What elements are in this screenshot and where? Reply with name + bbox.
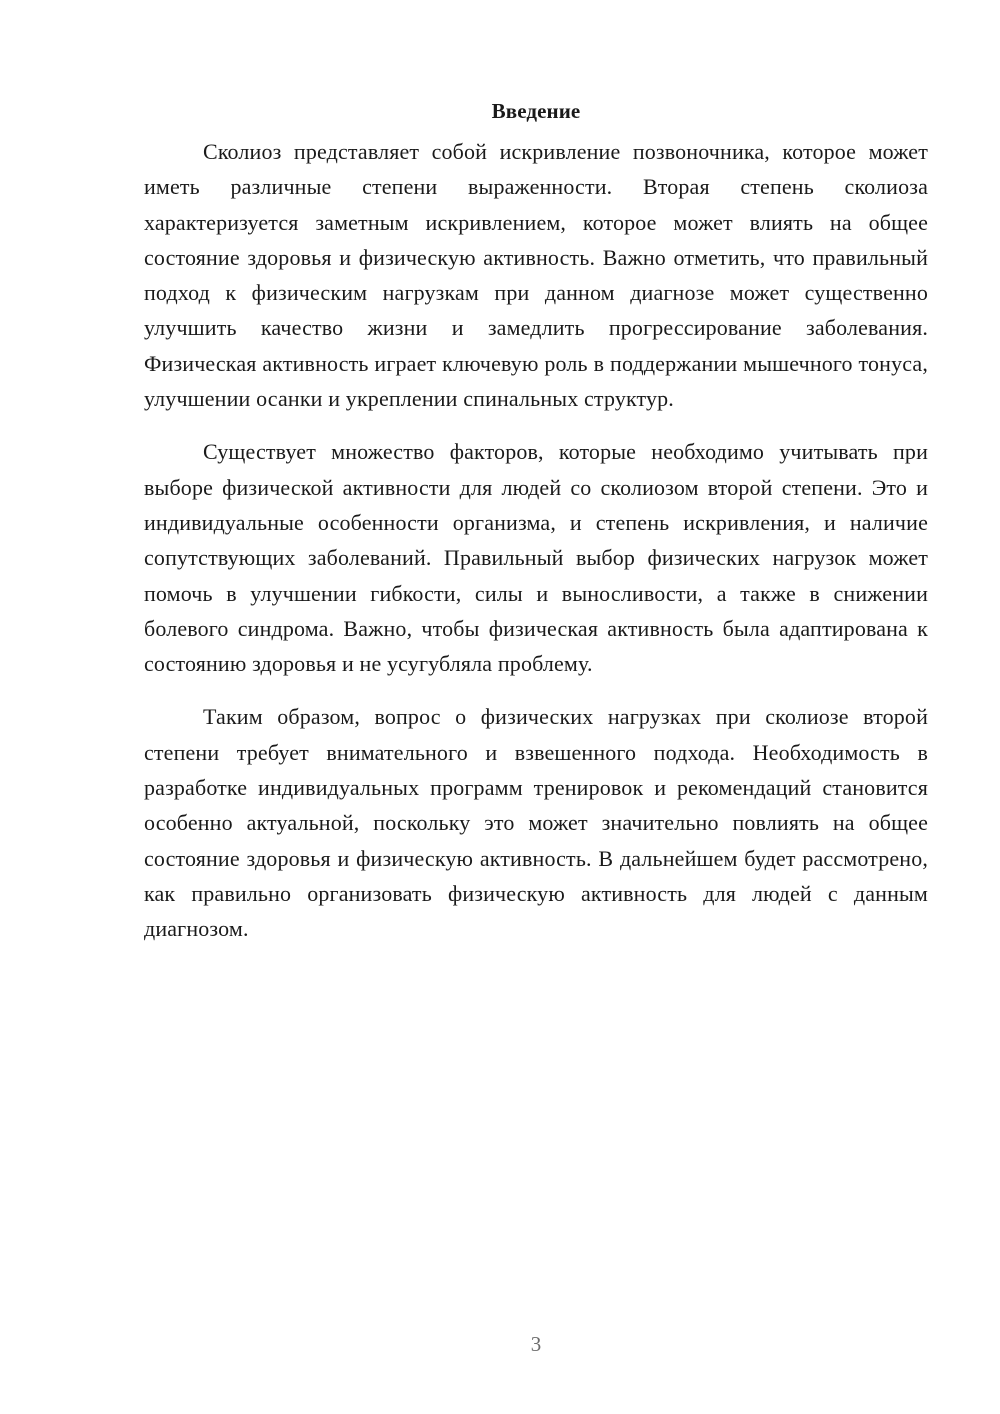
page-content <box>144 94 928 947</box>
paragraph-2: Существует множество факторов, которые необходимо учитывать при выборе физической активности для людей со сколиозом второй степени. Это и индивидуальные особенности организма, и степень искривления, и наличие сопутствующих заболеваний. Правильный выбор физических нагрузок может помочь в улучшении гибкости, силы и выносливости, а также в снижении болевого синдрома. Важно, чтобы физическая активность была адаптирована к состоянию здоровья и не усугубляла проблему. <box>144 439 928 677</box>
paragraph-1: Сколиоз представляет собой искривление позвоночника, которое может иметь различные степени выраженности. Вторая степень сколиоза характеризуется заметным искривлением, которое может влиять на общее состояние здоровья и физическую активность. Важно отметить, что правильный подход к физическим нагрузкам при данном диагнозе может существенно улучшить качество жизни и замедлить прогрессирование заболевания. Физическая активность играет ключевую роль в поддержании мышечного тонуса, улучшении осанки и укреплении спинальных структур. <box>144 139 928 412</box>
paragraph-3: Таким образом, вопрос о физических нагрузках при сколиозе второй степени требует внимательного и взвешенного подхода. Необходимость в разработке индивидуальных программ тренировок и рекомендаций становится особенно актуальной, поскольку это может значительно повлиять на общее состояние здоровья и физическую активность. В дальнейшем будет рассмотрено, как правильно организовать физическую активность для людей с данным диагнозом. <box>144 704 928 942</box>
page-number: 3 <box>530 1332 542 1356</box>
section-heading: Введение <box>491 99 581 123</box>
